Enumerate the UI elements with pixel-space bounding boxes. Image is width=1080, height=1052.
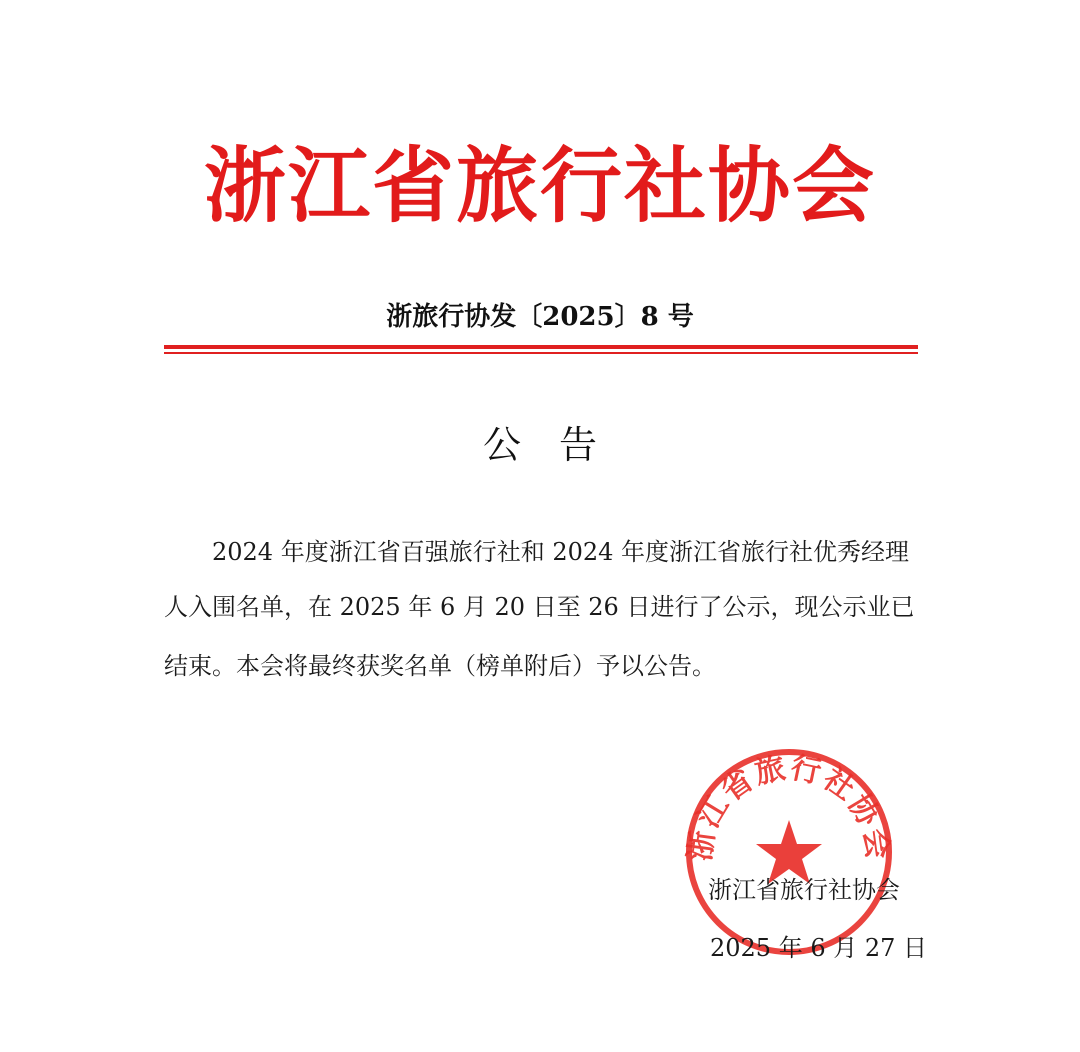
red-divider-thin bbox=[164, 352, 918, 354]
body-paragraph-line-2: 人入围名单，在 2025 年 6 月 20 日至 26 日进行了公示，现公示业已 bbox=[164, 593, 915, 621]
seal-text: 浙江省旅行社协会 bbox=[683, 750, 895, 864]
notice-title: 公 告 bbox=[482, 423, 597, 467]
signature-organization: 浙江省旅行社协会 bbox=[708, 876, 900, 904]
red-divider-thick bbox=[164, 345, 918, 349]
document-number: 浙旅行协发〔2025〕8 号 bbox=[386, 302, 694, 332]
signature-date: 2025 年 6 月 27 日 bbox=[710, 934, 928, 962]
body-paragraph-line-1: 2024 年度浙江省百强旅行社和 2024 年度浙江省旅行社优秀经理 bbox=[212, 538, 910, 566]
body-paragraph-line-3: 结束。本会将最终获奖名单（榜单附后）予以公告。 bbox=[164, 652, 716, 680]
organization-header-title: 浙江省旅行社协会 bbox=[203, 139, 876, 234]
official-seal-stamp bbox=[683, 746, 895, 958]
